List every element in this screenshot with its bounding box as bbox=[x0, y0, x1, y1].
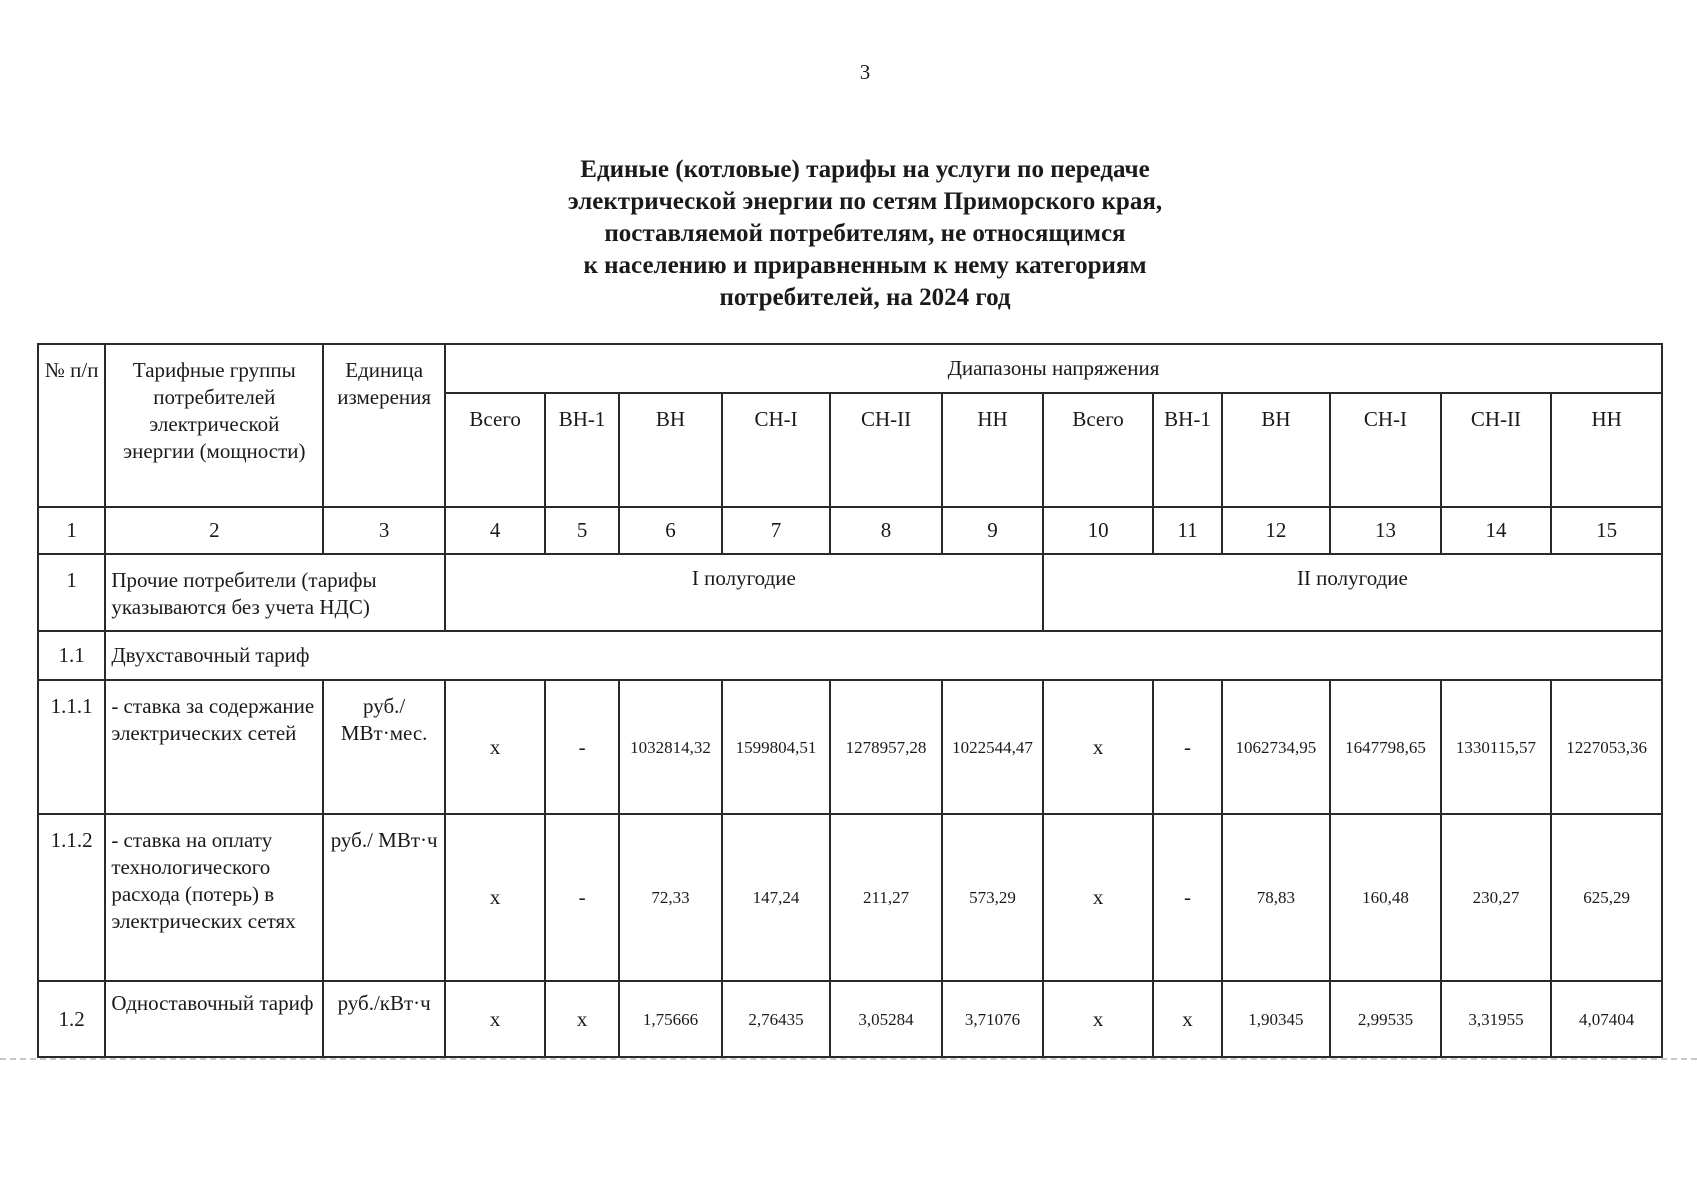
column-number: 10 bbox=[1043, 507, 1154, 554]
value-cell: 1022544,47 bbox=[942, 680, 1042, 814]
title-line: поставляемой потребителям, не относящимся bbox=[604, 220, 1126, 247]
column-number: 1 bbox=[38, 507, 105, 554]
range-header: СН-I bbox=[722, 393, 830, 507]
table-row bbox=[38, 814, 1662, 981]
value-cell: х bbox=[445, 981, 545, 1057]
row-unit: руб./ МВт·ч bbox=[323, 814, 445, 981]
value-cell: - bbox=[545, 814, 618, 981]
value-cell: х bbox=[1043, 814, 1154, 981]
value-cell: 1647798,65 bbox=[1330, 680, 1441, 814]
value-cell: 1278957,28 bbox=[830, 680, 943, 814]
range-header: НН bbox=[1551, 393, 1662, 507]
value-cell: х bbox=[545, 981, 618, 1057]
column-number: 12 bbox=[1222, 507, 1331, 554]
value-cell: 4,07404 bbox=[1551, 981, 1662, 1057]
range-header: ВН bbox=[619, 393, 723, 507]
value-cell: 3,05284 bbox=[830, 981, 943, 1057]
value-cell: 160,48 bbox=[1330, 814, 1441, 981]
row-label: - ставка за содержание электрических сетей bbox=[105, 680, 323, 814]
value-cell: 1,75666 bbox=[619, 981, 723, 1057]
half-year-2: II полугодие bbox=[1043, 554, 1662, 631]
value-cell: 211,27 bbox=[830, 814, 943, 981]
title-line: к населению и приравненным к нему категориям bbox=[583, 252, 1147, 279]
two-rate-label: Двухставочный тариф bbox=[105, 631, 1662, 680]
value-cell: - bbox=[1153, 814, 1221, 981]
section-row bbox=[38, 554, 1662, 631]
two-rate-row bbox=[38, 631, 1662, 680]
column-number: 11 bbox=[1153, 507, 1221, 554]
column-numbers-row bbox=[38, 507, 1662, 554]
row-label: - ставка на оплату технологического расхода (потерь) в электрических сетях bbox=[105, 814, 323, 981]
range-header: ВН-1 bbox=[545, 393, 618, 507]
row-unit: руб./кВт·ч bbox=[323, 981, 445, 1057]
value-cell: х bbox=[1043, 981, 1154, 1057]
range-header: ВН bbox=[1222, 393, 1331, 507]
column-number: 2 bbox=[105, 507, 323, 554]
value-cell: х bbox=[445, 814, 545, 981]
title-line: потребителей, на 2024 год bbox=[719, 284, 1011, 311]
column-number: 4 bbox=[445, 507, 545, 554]
header-row bbox=[38, 344, 1662, 393]
section-label: Прочие потребители (тарифы указываются без учета НДС) bbox=[105, 554, 445, 631]
column-number: 6 bbox=[619, 507, 723, 554]
table-row bbox=[38, 680, 1662, 814]
page-cut-line bbox=[0, 1058, 1697, 1060]
value-cell: х bbox=[445, 680, 545, 814]
value-cell: 2,99535 bbox=[1330, 981, 1441, 1057]
value-cell: 1599804,51 bbox=[722, 680, 830, 814]
value-cell: - bbox=[545, 680, 618, 814]
value-cell: - bbox=[1153, 680, 1221, 814]
row-number: 1.1 bbox=[38, 631, 105, 680]
column-number: 9 bbox=[942, 507, 1042, 554]
row-number: 1.1.1 bbox=[38, 680, 105, 814]
value-cell: 3,31955 bbox=[1441, 981, 1552, 1057]
page-number: 3 bbox=[859, 60, 871, 84]
value-cell: 1227053,36 bbox=[1551, 680, 1662, 814]
value-cell: 1330115,57 bbox=[1441, 680, 1552, 814]
value-cell: 230,27 bbox=[1441, 814, 1552, 981]
header-unit-cell: Единица измерения bbox=[323, 344, 445, 507]
column-number: 15 bbox=[1551, 507, 1662, 554]
value-cell: 78,83 bbox=[1222, 814, 1331, 981]
document-title bbox=[0, 154, 1697, 314]
column-number: 8 bbox=[830, 507, 943, 554]
range-header: Всего bbox=[1043, 393, 1154, 507]
column-number: 3 bbox=[323, 507, 445, 554]
column-number: 5 bbox=[545, 507, 618, 554]
value-cell: 1,90345 bbox=[1222, 981, 1331, 1057]
range-header: НН bbox=[942, 393, 1042, 507]
header-voltage-ranges: Диапазоны напряжения bbox=[445, 344, 1662, 393]
header-number-cell: № п/п bbox=[38, 344, 105, 507]
table-row bbox=[38, 981, 1662, 1057]
value-cell: х bbox=[1153, 981, 1221, 1057]
range-header: ВН-1 bbox=[1153, 393, 1221, 507]
half-year-1: I полугодие bbox=[445, 554, 1043, 631]
value-cell: 1062734,95 bbox=[1222, 680, 1331, 814]
value-cell: х bbox=[1043, 680, 1154, 814]
value-cell: 2,76435 bbox=[722, 981, 830, 1057]
tariff-table bbox=[37, 343, 1663, 1058]
range-header: СН-II bbox=[1441, 393, 1552, 507]
row-number: 1 bbox=[38, 554, 105, 631]
column-number: 14 bbox=[1441, 507, 1552, 554]
value-cell: 3,71076 bbox=[942, 981, 1042, 1057]
value-cell: 147,24 bbox=[722, 814, 830, 981]
value-cell: 1032814,32 bbox=[619, 680, 723, 814]
row-unit: руб./ МВт·мес. bbox=[323, 680, 445, 814]
header-group-cell: Тарифные группы потребителей электрической энергии (мощности) bbox=[105, 344, 323, 507]
value-cell: 625,29 bbox=[1551, 814, 1662, 981]
value-cell: 573,29 bbox=[942, 814, 1042, 981]
title-line: Единые (котловые) тарифы на услуги по передаче bbox=[580, 156, 1150, 183]
column-number: 13 bbox=[1330, 507, 1441, 554]
value-cell: 72,33 bbox=[619, 814, 723, 981]
row-label: Одноставочный тариф bbox=[105, 981, 323, 1057]
row-number: 1.2 bbox=[38, 981, 105, 1057]
range-header: СН-II bbox=[830, 393, 943, 507]
title-line: электрической энергии по сетям Приморского края, bbox=[567, 188, 1163, 215]
range-header: СН-I bbox=[1330, 393, 1441, 507]
range-header: Всего bbox=[445, 393, 545, 507]
row-number: 1.1.2 bbox=[38, 814, 105, 981]
column-number: 7 bbox=[722, 507, 830, 554]
